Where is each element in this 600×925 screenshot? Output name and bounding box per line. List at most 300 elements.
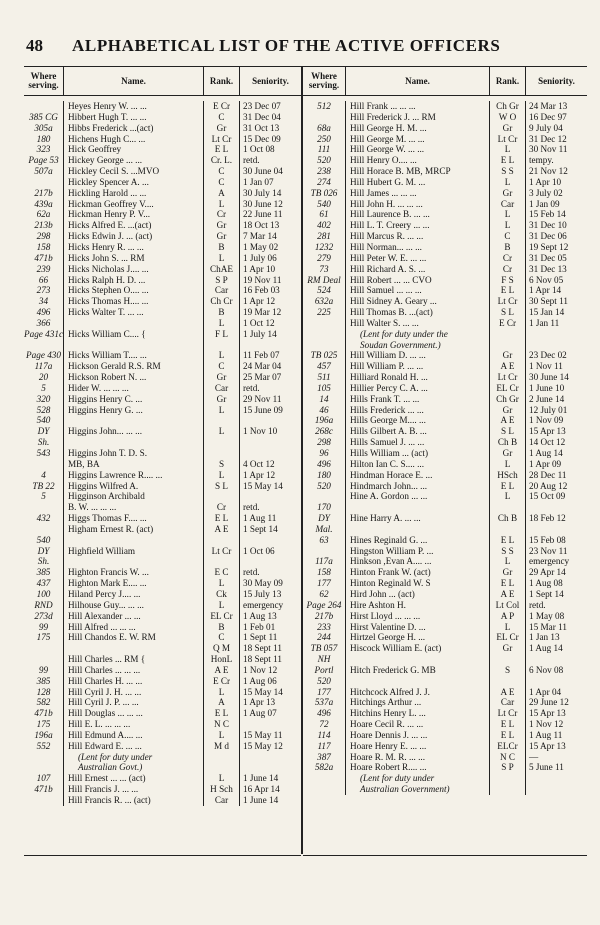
officer-row bbox=[303, 383, 587, 394]
officer-row bbox=[24, 394, 301, 405]
where-serving-cell: 385 bbox=[24, 676, 64, 687]
officer-row bbox=[24, 199, 301, 210]
officer-row bbox=[303, 199, 587, 210]
officer-row bbox=[303, 134, 587, 145]
seniority-header: Seniority. bbox=[252, 75, 289, 86]
seniority-cell: 1 Apr 10 bbox=[529, 176, 562, 187]
where-serving-cell: 73 bbox=[303, 264, 346, 275]
seniority-cell: 23 Nov 11 bbox=[529, 545, 568, 556]
officer-row bbox=[24, 340, 301, 351]
rank-header: Rank. bbox=[490, 67, 526, 95]
officer-row bbox=[24, 415, 301, 426]
name-cell: Higginson Archibald bbox=[64, 491, 204, 502]
where-serving-cell: 175 bbox=[24, 719, 64, 730]
where-serving-cell: RND bbox=[24, 600, 64, 611]
seniority-cell: 1 Apr 12 bbox=[243, 296, 276, 307]
seniority-cell: 3 July 02 bbox=[529, 187, 563, 198]
rank-cell: Ch B bbox=[490, 437, 526, 448]
seniority-cell bbox=[240, 415, 301, 426]
officer-row bbox=[24, 578, 301, 589]
seniority-cell bbox=[240, 762, 301, 773]
name-cell: Hill Charles ... RM { bbox=[64, 654, 204, 665]
name-cell: Hilhouse Guy... ... ... bbox=[64, 600, 204, 611]
officer-row bbox=[24, 795, 301, 806]
right-column bbox=[303, 66, 587, 856]
where-serving-cell: 61 bbox=[303, 209, 346, 220]
column-header bbox=[303, 67, 587, 96]
rank-cell: Ck bbox=[204, 589, 240, 600]
name-cell bbox=[346, 676, 490, 687]
name-cell: Hickson Robert N. ... bbox=[64, 372, 204, 383]
rank-cell bbox=[204, 752, 240, 763]
seniority-cell: 1 June 14 bbox=[243, 795, 279, 805]
rank-cell: Cr bbox=[204, 209, 240, 220]
rank-cell: ELCr bbox=[490, 741, 526, 752]
seniority-cell: 1 Aug 13 bbox=[243, 610, 277, 621]
seniority-cell: 29 June 12 bbox=[529, 697, 569, 708]
rank-cell: Lt Cr bbox=[204, 134, 240, 145]
name-cell: Hill William P. ... ... bbox=[346, 361, 490, 372]
where-serving-cell bbox=[303, 491, 346, 502]
where-serving-cell: 117 bbox=[303, 741, 346, 752]
name-cell: Hinton Frank W. (act) bbox=[346, 567, 490, 578]
rank-cell: B bbox=[204, 622, 240, 633]
where-serving-cell: 66 bbox=[24, 275, 64, 286]
seniority-cell: 1 Aug 11 bbox=[243, 513, 277, 524]
where-serving-cell: 128 bbox=[24, 687, 64, 698]
officer-row bbox=[24, 752, 301, 763]
seniority-cell: 18 Sept 11 bbox=[243, 643, 282, 654]
officer-row bbox=[24, 611, 301, 622]
rank-cell: Ch B bbox=[490, 513, 526, 524]
rank-cell: E Cr bbox=[204, 101, 240, 112]
where-serving-cell: Page 264 bbox=[303, 600, 346, 611]
name-cell: Hill Samuel ... ... ... bbox=[346, 285, 490, 296]
where-serving-cell bbox=[303, 784, 346, 795]
where-serving-cell: 14 bbox=[303, 394, 346, 405]
name-cell: Hicks Edwin J. ... (act) bbox=[64, 231, 204, 242]
rank-cell bbox=[204, 448, 240, 459]
name-cell: Hichens Hugh C... ... bbox=[64, 134, 204, 145]
name-cell: Hickman Henry P. V... bbox=[64, 209, 204, 220]
seniority-cell: 1 Sept 11 bbox=[243, 632, 278, 643]
where-serving-cell: 298 bbox=[24, 231, 64, 242]
officer-row bbox=[303, 361, 587, 372]
rank-cell: Lt Cr bbox=[490, 372, 526, 383]
rank-cell bbox=[204, 556, 240, 567]
seniority-cell: 23 Dec 02 bbox=[529, 350, 567, 361]
where-serving-cell: 250 bbox=[303, 134, 346, 145]
rank-cell: L bbox=[204, 578, 240, 589]
name-cell: (Lent for duty under bbox=[346, 773, 490, 784]
officer-row bbox=[303, 231, 587, 242]
rank-cell bbox=[204, 491, 240, 502]
rank-cell: Cr. L. bbox=[204, 155, 240, 166]
where-serving-cell: 158 bbox=[303, 567, 346, 578]
rank-cell: Ch Gr bbox=[490, 101, 526, 112]
officer-row bbox=[303, 719, 587, 730]
name-cell: Hills Frederick ... ... bbox=[346, 405, 490, 416]
officer-row bbox=[24, 372, 301, 383]
officer-row bbox=[24, 134, 301, 145]
name-cell: Hinton Reginald W. S bbox=[346, 578, 490, 589]
officer-row bbox=[303, 307, 587, 318]
rank-cell bbox=[204, 535, 240, 546]
name-cell: Australian Govt.) bbox=[64, 762, 204, 773]
seniority-cell: 31 Dec 05 bbox=[529, 252, 567, 263]
seniority-cell: 15 Feb 08 bbox=[529, 534, 566, 545]
name-cell: Hill Charles H. ... ... bbox=[64, 676, 204, 687]
where-serving-cell: 217b bbox=[24, 188, 64, 199]
where-serving-cell: 432 bbox=[24, 513, 64, 524]
rank-cell: C bbox=[204, 632, 240, 643]
where-serving-cell bbox=[24, 177, 64, 188]
where-serving-cell: 524 bbox=[303, 285, 346, 296]
rank-cell: E L bbox=[490, 730, 526, 741]
officer-row bbox=[24, 350, 301, 361]
rank-cell: E L bbox=[490, 285, 526, 296]
rank-cell: S bbox=[490, 665, 526, 676]
officer-row bbox=[303, 329, 587, 340]
name-cell: Hills Frank T. ... ... bbox=[346, 394, 490, 405]
officer-row bbox=[24, 632, 301, 643]
name-cell: Hill E. L. ... ... ... bbox=[64, 719, 204, 730]
officer-row bbox=[24, 318, 301, 329]
officer-row bbox=[303, 665, 587, 676]
rank-cell bbox=[204, 415, 240, 426]
name-cell: Hitchings Arthur ... bbox=[346, 697, 490, 708]
officer-row bbox=[303, 502, 587, 513]
officer-list-right bbox=[303, 96, 587, 795]
rank-cell bbox=[204, 437, 240, 448]
seniority-cell: retd. bbox=[529, 599, 546, 610]
rank-cell: L bbox=[490, 556, 526, 567]
name-cell: Hills William ... (act) bbox=[346, 448, 490, 459]
seniority-cell: 5 June 11 bbox=[529, 762, 564, 773]
where-serving-header: Where serving. bbox=[303, 67, 346, 95]
seniority-cell: 15 Feb 14 bbox=[529, 209, 566, 220]
seniority-cell: 1 Apr 14 bbox=[529, 285, 562, 296]
where-serving-cell: Page 430 bbox=[24, 350, 64, 361]
name-cell: Higgins Henry G. ... bbox=[64, 405, 204, 416]
seniority-cell: 15 May 14 bbox=[243, 686, 283, 697]
rank-cell: F S bbox=[490, 275, 526, 286]
seniority-cell: 1 Aug 14 bbox=[529, 448, 563, 458]
name-cell: Hills Gilbert A. B. ... bbox=[346, 426, 490, 437]
rank-cell: Car bbox=[490, 697, 526, 708]
name-cell bbox=[64, 340, 204, 351]
rank-cell: Gr bbox=[490, 123, 526, 134]
rank-cell: E L bbox=[204, 144, 240, 155]
rank-cell: Gr bbox=[490, 643, 526, 654]
name-cell: Hitch Frederick G. MB bbox=[346, 665, 490, 676]
seniority-header: Seniority. bbox=[538, 75, 575, 86]
officer-row bbox=[303, 405, 587, 416]
officer-row bbox=[24, 101, 301, 112]
name-cell: Hillier Percy C. A. ... bbox=[346, 383, 490, 394]
seniority-cell: retd. bbox=[243, 502, 260, 513]
where-serving-cell: 180 bbox=[24, 134, 64, 145]
rank-cell: S P bbox=[490, 762, 526, 773]
name-cell: Australian Government) bbox=[346, 784, 490, 795]
seniority-cell: 19 Nov 11 bbox=[243, 274, 282, 285]
rank-cell: L bbox=[204, 426, 240, 437]
officer-row bbox=[303, 741, 587, 752]
officer-row bbox=[24, 144, 301, 155]
rank-cell: Gr bbox=[204, 231, 240, 242]
name-cell: MB, BA bbox=[64, 459, 204, 470]
where-serving-cell: 34 bbox=[24, 296, 64, 307]
name-cell: Higgs Thomas F.... ... bbox=[64, 513, 204, 524]
seniority-cell: 1 Sept 14 bbox=[529, 588, 564, 599]
officer-row bbox=[24, 209, 301, 220]
seniority-cell bbox=[526, 340, 587, 351]
rank-cell: EL Cr bbox=[490, 632, 526, 643]
where-serving-cell: DY bbox=[24, 426, 64, 437]
seniority-cell: 1 June 10 bbox=[529, 382, 565, 393]
officer-row bbox=[303, 752, 587, 763]
name-cell: Higgins Wilfred A. bbox=[64, 481, 204, 492]
where-serving-cell: 1232 bbox=[303, 242, 346, 253]
seniority-cell: 15 June 09 bbox=[243, 404, 283, 415]
name-cell: Hoare Dennis J. ... ... bbox=[346, 730, 490, 741]
where-serving-cell: 158 bbox=[24, 242, 64, 253]
officer-row bbox=[24, 448, 301, 459]
where-serving-cell: 196a bbox=[24, 730, 64, 741]
where-serving-cell: 385 bbox=[24, 567, 64, 578]
where-serving-cell: 5 bbox=[24, 491, 64, 502]
rank-cell: L bbox=[204, 199, 240, 210]
where-serving-cell: 540 bbox=[303, 199, 346, 210]
officer-row bbox=[303, 394, 587, 405]
name-cell: B. W. ... ... ... bbox=[64, 502, 204, 513]
name-cell: Hicks Nicholas J.... ... bbox=[64, 264, 204, 275]
seniority-cell bbox=[526, 329, 587, 340]
where-serving-cell: 268c bbox=[303, 426, 346, 437]
name-cell: Hirst Lloyd ... ... ... bbox=[346, 611, 490, 622]
rank-cell: A E bbox=[490, 361, 526, 372]
where-serving-cell bbox=[24, 340, 64, 351]
officer-row bbox=[303, 567, 587, 578]
officer-row bbox=[303, 697, 587, 708]
rank-cell: F L bbox=[204, 329, 240, 340]
name-cell: Hickley Spencer A. ... bbox=[64, 177, 204, 188]
rank-cell: S L bbox=[490, 426, 526, 437]
officer-row bbox=[24, 730, 301, 741]
column-header bbox=[24, 67, 301, 96]
where-serving-cell: 496 bbox=[303, 708, 346, 719]
where-serving-cell bbox=[303, 329, 346, 340]
officer-row bbox=[303, 123, 587, 134]
name-cell: Hill Norman... ... ... bbox=[346, 242, 490, 253]
seniority-cell: 22 June 11 bbox=[243, 209, 283, 220]
where-serving-cell: Portl bbox=[303, 665, 346, 676]
where-serving-cell: 366 bbox=[24, 318, 64, 329]
name-cell: Hill Robert ... ... CVO bbox=[346, 275, 490, 286]
officer-row bbox=[24, 524, 301, 535]
seniority-cell: 15 Mar 11 bbox=[529, 621, 567, 632]
officer-row bbox=[24, 123, 301, 134]
seniority-cell bbox=[526, 773, 587, 784]
name-cell: Hicks Ralph H. D. ... bbox=[64, 275, 204, 286]
seniority-cell bbox=[526, 784, 587, 795]
seniority-cell: 15 Apr 13 bbox=[529, 708, 566, 719]
seniority-cell: 16 Dec 97 bbox=[529, 111, 567, 122]
rank-cell: A E bbox=[490, 589, 526, 600]
rank-cell: Cr bbox=[490, 253, 526, 264]
seniority-cell: 15 July 13 bbox=[243, 588, 282, 599]
where-serving-cell: 46 bbox=[303, 405, 346, 416]
name-cell: Hicks Stephen O.... ... bbox=[64, 285, 204, 296]
seniority-cell: 31 Oct 13 bbox=[243, 122, 280, 133]
name-cell: Hill Cyril J. H. ... ... bbox=[64, 687, 204, 698]
rank-cell: A bbox=[204, 697, 240, 708]
officer-row bbox=[24, 676, 301, 687]
rank-cell: S P bbox=[204, 275, 240, 286]
where-serving-cell: 177 bbox=[303, 578, 346, 589]
where-serving-cell: 279 bbox=[303, 253, 346, 264]
where-serving-cell: TB 057 bbox=[303, 643, 346, 654]
name-header: Name. bbox=[64, 67, 204, 95]
rank-cell: Gr bbox=[490, 567, 526, 578]
seniority-cell: 11 Feb 07 bbox=[243, 350, 280, 361]
rank-cell: L bbox=[204, 253, 240, 264]
rank-cell: L bbox=[490, 144, 526, 155]
name-cell: (Lent for duty under bbox=[64, 752, 204, 763]
officer-row bbox=[303, 600, 587, 611]
rank-cell: L bbox=[490, 459, 526, 470]
where-serving-cell bbox=[303, 112, 346, 123]
rank-cell: EL Cr bbox=[490, 383, 526, 394]
rank-cell bbox=[204, 340, 240, 351]
rank-cell: S L bbox=[490, 307, 526, 318]
seniority-cell: 31 Dec 13 bbox=[529, 263, 567, 274]
seniority-cell: 30 June 14 bbox=[529, 372, 569, 383]
where-serving-cell: 471b bbox=[24, 708, 64, 719]
officer-row bbox=[24, 784, 301, 795]
where-serving-cell: 439a bbox=[24, 199, 64, 210]
rank-cell: ChAE bbox=[204, 264, 240, 275]
name-cell: Hill Charles ... ... ... bbox=[64, 665, 204, 676]
officer-row bbox=[303, 144, 587, 155]
seniority-cell: 1 Apr 12 bbox=[243, 469, 276, 480]
where-serving-cell: TB 026 bbox=[303, 188, 346, 199]
where-serving-cell: Sh. bbox=[24, 437, 64, 448]
name-cell: Hindman Horace E. ... bbox=[346, 470, 490, 481]
name-cell: Hills Samuel J. ... ... bbox=[346, 437, 490, 448]
seniority-cell: 1 Apr 13 bbox=[243, 697, 276, 708]
officer-row bbox=[303, 459, 587, 470]
officer-row bbox=[24, 426, 301, 437]
name-cell: Hitchcock Alfred J. J. bbox=[346, 687, 490, 698]
name-cell: Hill Ernest ... ... (act) bbox=[64, 773, 204, 784]
where-serving-cell: 273 bbox=[24, 285, 64, 296]
name-cell: Higham Ernest R. (act) bbox=[64, 524, 204, 535]
page-title: ALPHABETICAL LIST OF THE ACTIVE OFFICERS bbox=[72, 36, 501, 55]
seniority-cell: 30 Nov 11 bbox=[529, 144, 568, 155]
officer-row bbox=[24, 687, 301, 698]
where-serving-cell bbox=[24, 459, 64, 470]
name-cell: Hoare Robert R.... ... bbox=[346, 762, 490, 773]
officer-row bbox=[303, 318, 587, 329]
where-serving-cell: NH bbox=[303, 654, 346, 665]
seniority-cell bbox=[240, 719, 301, 730]
officer-row bbox=[24, 697, 301, 708]
name-cell: Hill William D. ... ... bbox=[346, 350, 490, 361]
officer-row bbox=[303, 209, 587, 220]
where-serving-cell: 117a bbox=[303, 556, 346, 567]
name-cell: Hill Cyril J. P. ... ... bbox=[64, 697, 204, 708]
where-serving-cell: 238 bbox=[303, 166, 346, 177]
officer-row bbox=[24, 329, 301, 340]
name-cell: Hoare R. M. R. ... ... bbox=[346, 752, 490, 763]
where-serving-cell: 457 bbox=[303, 361, 346, 372]
where-serving-cell: 540 bbox=[24, 415, 64, 426]
name-cell: Highton Francis W. ... bbox=[64, 567, 204, 578]
officer-row bbox=[24, 275, 301, 286]
name-cell: Hill Edward E. ... ... bbox=[64, 741, 204, 752]
where-serving-cell: 496 bbox=[24, 307, 64, 318]
name-cell: Hirtzel George H. ... bbox=[346, 632, 490, 643]
rank-cell: Car bbox=[490, 199, 526, 210]
rank-cell: M d bbox=[204, 741, 240, 752]
officer-row bbox=[24, 665, 301, 676]
officer-row bbox=[303, 275, 587, 286]
seniority-cell bbox=[240, 535, 301, 546]
name-cell bbox=[64, 318, 204, 329]
rank-cell: E L bbox=[490, 481, 526, 492]
name-cell: Hill Walter S. ... ... bbox=[346, 318, 490, 329]
rank-cell: H Sch bbox=[204, 784, 240, 795]
name-cell: Hicks William T.... ... bbox=[64, 350, 204, 361]
name-cell: Hines Reginald G. ... bbox=[346, 535, 490, 546]
seniority-cell: 19 Mar 12 bbox=[243, 307, 282, 318]
rank-cell: A P bbox=[490, 611, 526, 622]
rank-cell: Gr bbox=[490, 350, 526, 361]
seniority-cell: 12 July 01 bbox=[529, 404, 568, 415]
seniority-cell: 1 July 06 bbox=[243, 252, 277, 263]
rank-cell: Lt Cr bbox=[204, 546, 240, 557]
rank-cell: Cr bbox=[490, 264, 526, 275]
officer-row bbox=[24, 600, 301, 611]
where-serving-cell: 496 bbox=[303, 459, 346, 470]
seniority-cell: 1 Jan 11 bbox=[529, 317, 560, 328]
page-number: 48 bbox=[26, 36, 43, 55]
seniority-cell: 31 Dec 04 bbox=[243, 111, 281, 122]
name-cell: Hill Alexander ... ... bbox=[64, 611, 204, 622]
rank-cell: Car bbox=[204, 285, 240, 296]
rank-cell: E L bbox=[204, 513, 240, 524]
seniority-cell bbox=[240, 340, 301, 351]
name-cell: Highfield William bbox=[64, 546, 204, 557]
seniority-cell: 15 Oct 09 bbox=[529, 491, 566, 502]
rank-cell: Ch Cr bbox=[204, 296, 240, 307]
officer-row bbox=[24, 253, 301, 264]
officer-row bbox=[303, 513, 587, 524]
name-cell: Hibbert Hugh T. ... ... bbox=[64, 112, 204, 123]
where-serving-cell: 5 bbox=[24, 383, 64, 394]
officer-row bbox=[303, 285, 587, 296]
seniority-cell: 30 Sept 11 bbox=[529, 296, 568, 307]
rank-cell: A E bbox=[490, 687, 526, 698]
rank-cell bbox=[490, 329, 526, 340]
seniority-cell: 15 May 12 bbox=[243, 740, 283, 751]
name-cell: Hicks John S. ... RM bbox=[64, 253, 204, 264]
name-cell: Hingston William P. ... bbox=[346, 546, 490, 557]
where-serving-cell bbox=[24, 101, 64, 112]
officer-row bbox=[303, 491, 587, 502]
where-serving-cell: Page 53 bbox=[24, 155, 64, 166]
